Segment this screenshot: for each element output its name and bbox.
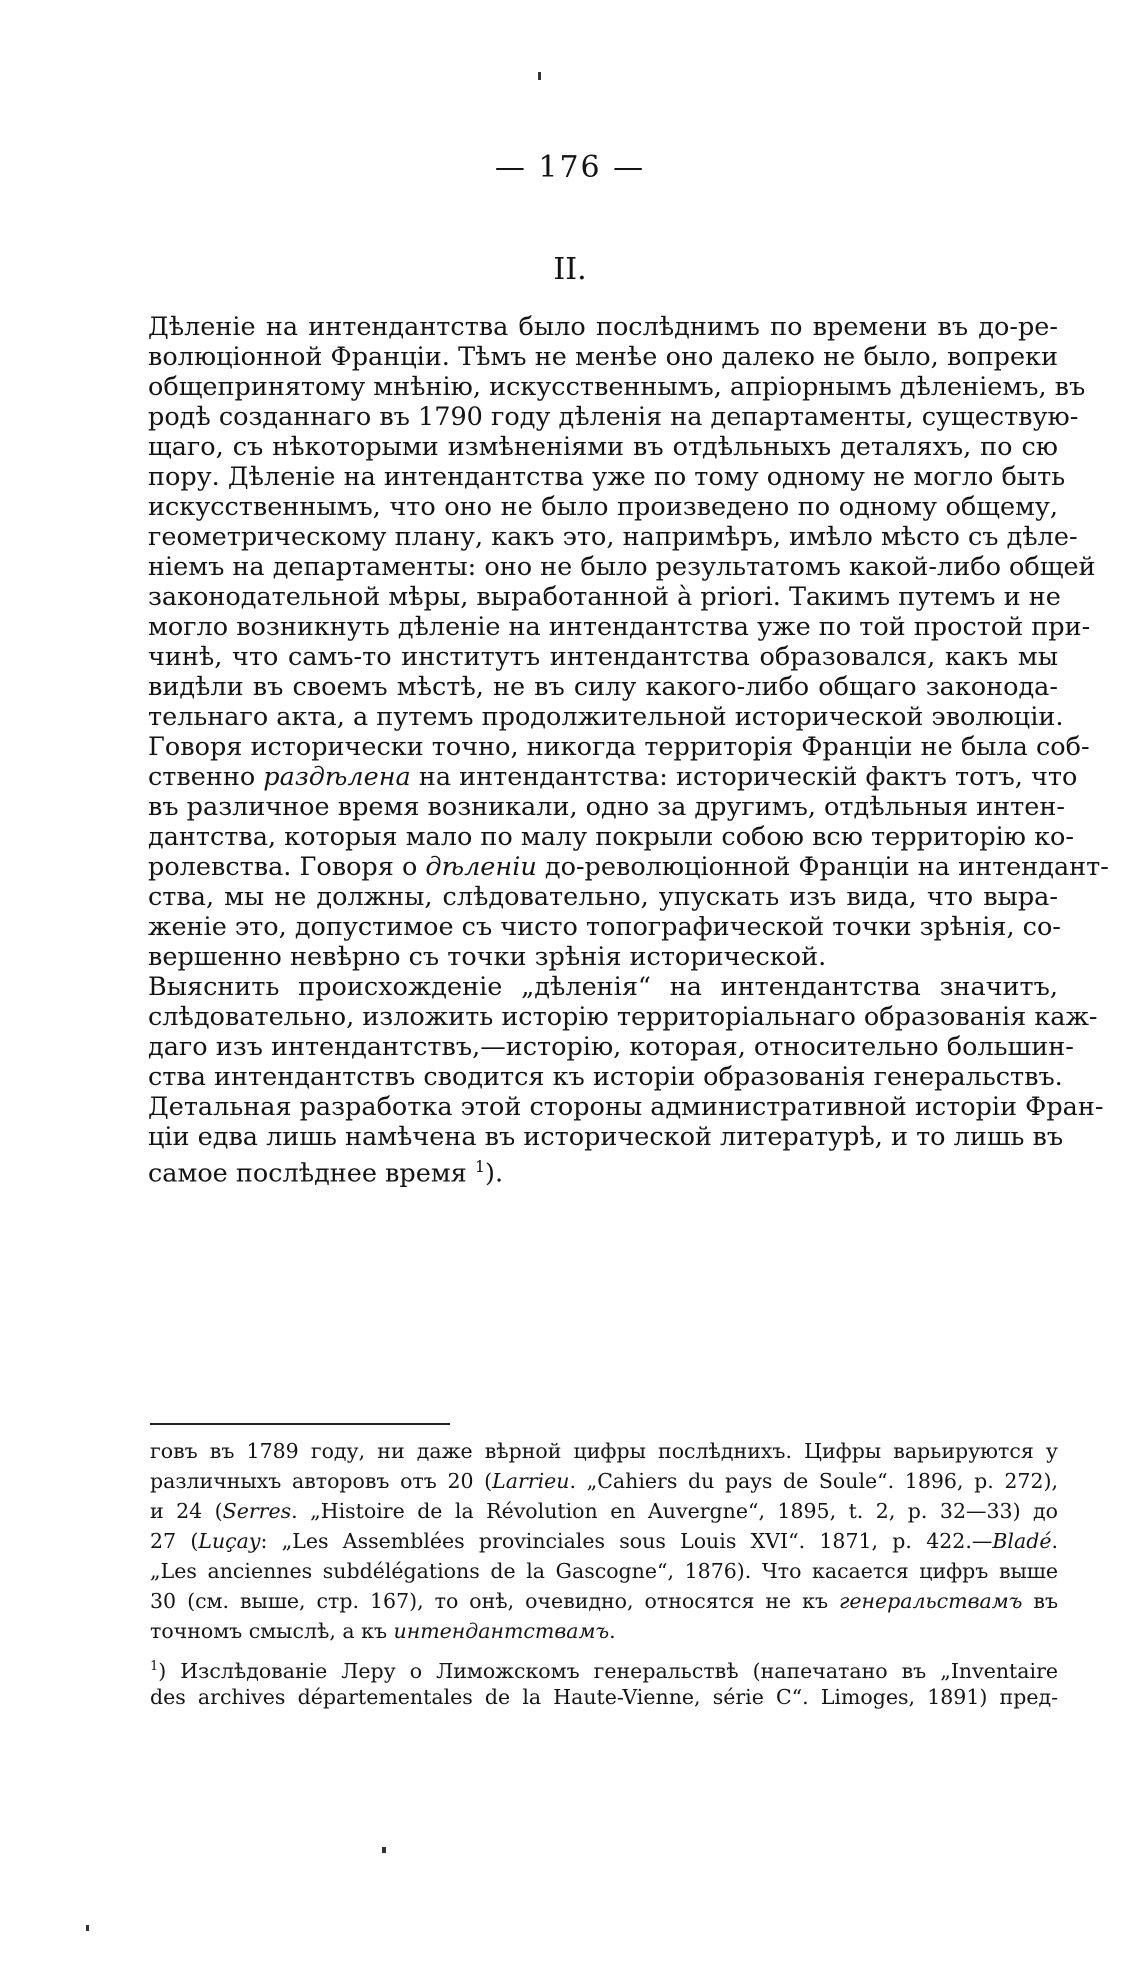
text-line: искусственнымъ, что оно не было произведено по одному общему, [148, 492, 1058, 522]
italic-term: интендантствамъ [393, 1619, 610, 1643]
footnote-marker: 1 [474, 1157, 486, 1176]
section-heading: II. [553, 252, 587, 287]
text-line: ціи едва лишь намѣчена въ исторической литературѣ, и то лишь въ [148, 1122, 1064, 1152]
text-line: ства интендантствъ сводится къ исторіи образованія генеральствъ. [148, 1062, 1063, 1092]
italic-author: Serres [222, 1499, 292, 1523]
text-line: родѣ созданнаго въ 1790 году дѣленія на департаменты, существую- [148, 402, 1079, 432]
italic-author: Bladé [992, 1529, 1052, 1553]
text-run: ролевства. Говоря о [148, 852, 426, 882]
footnote-rule [150, 1423, 450, 1425]
speck-mark [538, 72, 541, 80]
text-run: . [609, 1619, 616, 1643]
footnote-line: „Les anciennes subdélégations de la Gascogne“, 1876). Что касается цифръ выше [150, 1559, 1058, 1583]
text-line: щаго, съ нѣкоторыми измѣненіями въ отдѣльныхъ деталяхъ, по сю [148, 432, 1058, 462]
text-line: пору. Дѣленіе на интендантства уже по тому одному не могло быть [148, 462, 1066, 492]
footnote-line [150, 1496, 1058, 1526]
italic-term: генеральствамъ [839, 1589, 1023, 1613]
text-run: Выяснить происхожденіе „дѣленія“ на интендантства значитъ, [148, 972, 1058, 1002]
text-line: въ различное время возникали, одно за другимъ, отдѣльныя интен- [148, 792, 1065, 822]
footnote-line: говъ въ 1789 году, ни даже вѣрной цифры послѣднихъ. Цифры варьируются у [150, 1439, 1058, 1463]
text-run: ) Изслѣдованіе Леру о Лиможскомъ генеральствѣ (напечатано въ „Inventaire [158, 1658, 1058, 1683]
text-run: 30 (см. выше, стр. 167), то онѣ, очевидно, относятся не къ [150, 1589, 839, 1613]
text-line: могло возникнуть дѣленіе на интендантства уже по той простой при- [148, 612, 1091, 642]
text-line: чинѣ, что самъ-то институтъ интендантства образовался, какъ мы [148, 642, 1058, 672]
text-run: до-революціонной Франціи на интендант- [536, 852, 1109, 882]
text-run: ственно [148, 762, 264, 792]
footnote-marker: 1 [150, 1659, 159, 1674]
footnote-line [150, 1526, 1058, 1556]
text-line: видѣли въ своемъ мѣстѣ, не въ силу какого-либо общаго законода- [148, 672, 1058, 702]
text-line: Говоря исторически точно, никогда территорія Франціи не была соб- [148, 732, 1090, 762]
italic-term: дѣленіи [425, 852, 537, 882]
text-run: точномъ смыслѣ, а къ [150, 1619, 394, 1643]
text-line: женіе это, допустимое съ чисто топографической точки зрѣнія, со- [148, 912, 1061, 942]
text-run: различныхъ авторовъ отъ 20 ( [150, 1469, 493, 1493]
text-run: на интендантства: историческій фактъ тотъ, что [410, 762, 1078, 792]
italic-author: Luçay [198, 1529, 261, 1553]
italic-author: Larrieu [492, 1469, 570, 1493]
text-line: дантства, которыя мало по малу покрыли собою всю территорію ко- [148, 822, 1075, 852]
footnote-line [150, 1586, 1058, 1616]
text-line: слѣдовательно, изложить исторію территоріальнаго образованія каж- [148, 1002, 1098, 1032]
text-run: ). [485, 1158, 504, 1189]
text-line: даго изъ интендантствъ,—исторію, которая, относительно большин- [148, 1032, 1074, 1062]
text-run: и 24 ( [150, 1499, 223, 1523]
text-line: ніемъ на департаменты: оно не было результатомъ какой-либо общей [148, 552, 1096, 582]
text-line: вершенно невѣрно съ точки зрѣнія исторической. [148, 942, 827, 972]
text-line: тельнаго акта, а путемъ продолжительной исторической эволюціи. [148, 702, 1064, 732]
text-line: Дѣленіе на интендантства было послѣднимъ по времени въ до-ре- [148, 312, 1058, 342]
text-run: 27 ( [150, 1529, 199, 1553]
text-run: . „Histoire de la Révolution en Auvergne“, 1895, t. 2, p. 32—33) до [291, 1499, 1058, 1523]
text-run: . [1051, 1529, 1058, 1553]
italic-term: раздѣлена [263, 762, 411, 792]
text-line: законодательной мѣры, выработанной à priori. Такимъ путемъ и не [148, 582, 1061, 612]
text-line: Детальная разработка этой стороны административной исторіи Фран- [148, 1092, 1104, 1122]
text-line [148, 1148, 1058, 1189]
footnote-line [150, 1616, 1058, 1646]
footnote-line [150, 1652, 1058, 1682]
text-line: ства, мы не должны, слѣдовательно, упускать изъ вида, что выра- [148, 882, 1058, 912]
text-run: самое послѣднее время [148, 1158, 475, 1189]
footnote-line: des archives départementales de la Haute-Vienne, série C“. Limoges, 1891) пред- [150, 1685, 1058, 1709]
text-line: волюціонной Франціи. Тѣмъ не менѣе оно далеко не было, вопреки [148, 342, 1058, 372]
text-run: : „Les Assemblées provinciales sous Louis XVI“. 1871, p. 422.— [260, 1529, 993, 1553]
speck-mark [382, 1847, 386, 1853]
text-run: . „Cahiers du pays de Soule“. 1896, p. 272), [569, 1469, 1059, 1493]
footnote-line [150, 1466, 1058, 1496]
text-line: геометрическому плану, какъ это, напримѣръ, имѣло мѣсто съ дѣле- [148, 522, 1078, 552]
speck-mark [86, 1925, 89, 1931]
page-number: — 176 — [494, 150, 646, 185]
text-line: общепринятому мнѣнію, искусственнымъ, апріорнымъ дѣленіемъ, въ [148, 372, 1086, 402]
text-run: въ [1022, 1589, 1058, 1613]
